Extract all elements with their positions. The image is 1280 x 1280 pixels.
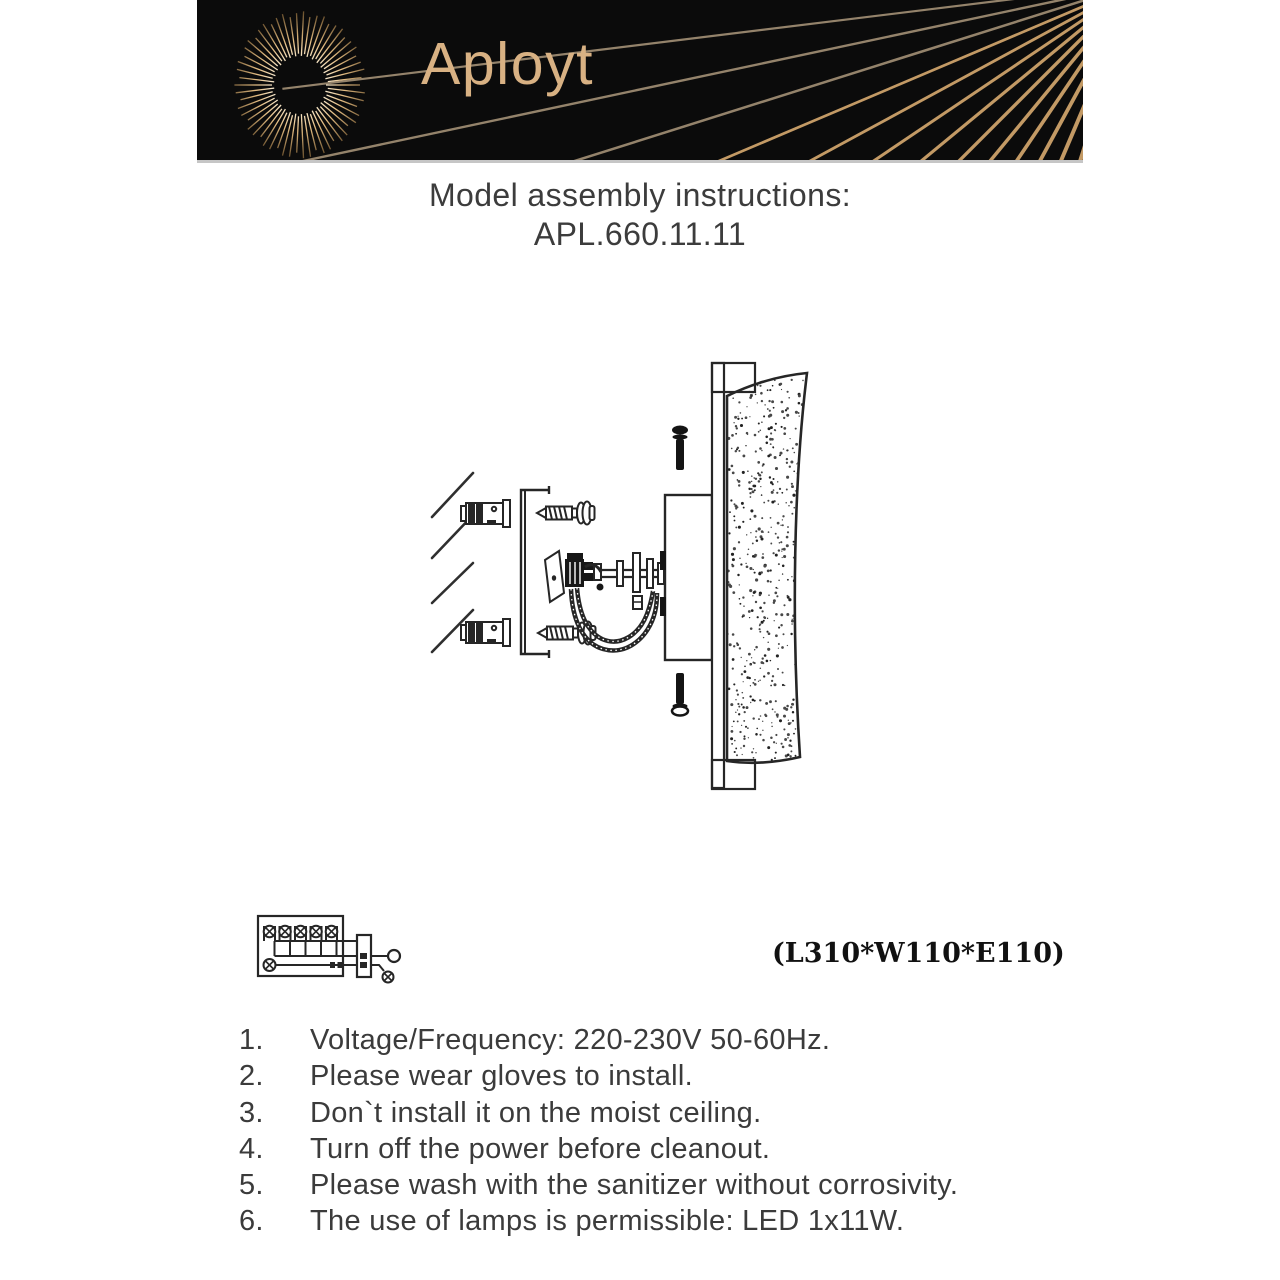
model-number: APL.660.11.11 [533, 216, 747, 252]
instruction-text: Turn off the power before cleanout. [310, 1132, 771, 1165]
wall-anchors [461, 500, 510, 646]
brand-banner [197, 0, 1083, 163]
banner-rays-decoration [282, 0, 1083, 160]
instruction-item [239, 1095, 1069, 1131]
wall-hatch-lines [432, 473, 473, 652]
instruction-number: 1. [239, 1024, 264, 1056]
title-block [0, 176, 1280, 254]
brand-wordmark: Aployt [421, 31, 594, 97]
dimensions-label: (L310*W110*E110) [772, 938, 1065, 969]
instruction-item [239, 1203, 1069, 1239]
instruction-text: Voltage/Frequency: 220-230V 50-60Hz. [310, 1024, 831, 1056]
instruction-item [239, 1022, 1069, 1058]
instruction-number: 3. [239, 1096, 264, 1129]
mounting-screws [537, 502, 596, 645]
instruction-text: The use of lamps is permissible: LED 1x11W. [310, 1205, 905, 1238]
instruction-text: Please wear gloves to install. [310, 1060, 693, 1093]
page-title: Model assembly instructions: [428, 177, 852, 213]
instruction-text: Don`t install it on the moist ceiling. [310, 1096, 762, 1129]
connector-assembly [545, 551, 664, 650]
instruction-item [239, 1167, 1069, 1203]
instruction-number: 6. [239, 1205, 264, 1238]
fixing-bolts [672, 426, 688, 716]
lamp-shade [727, 373, 807, 763]
instruction-item [239, 1058, 1069, 1094]
instruction-number: 4. [239, 1132, 264, 1165]
lamp-backplate [660, 495, 712, 660]
instruction-number: 5. [239, 1169, 264, 1202]
instruction-text: Please wash with the sanitizer without corrosivity. [310, 1169, 959, 1202]
banner-artwork [197, 0, 1083, 160]
mounting-bracket [521, 486, 549, 658]
instruction-number: 2. [239, 1060, 264, 1093]
instruction-list [239, 1022, 1069, 1240]
instruction-item [239, 1131, 1069, 1167]
wiring-diagram [258, 916, 400, 983]
mount-rail [712, 363, 755, 789]
